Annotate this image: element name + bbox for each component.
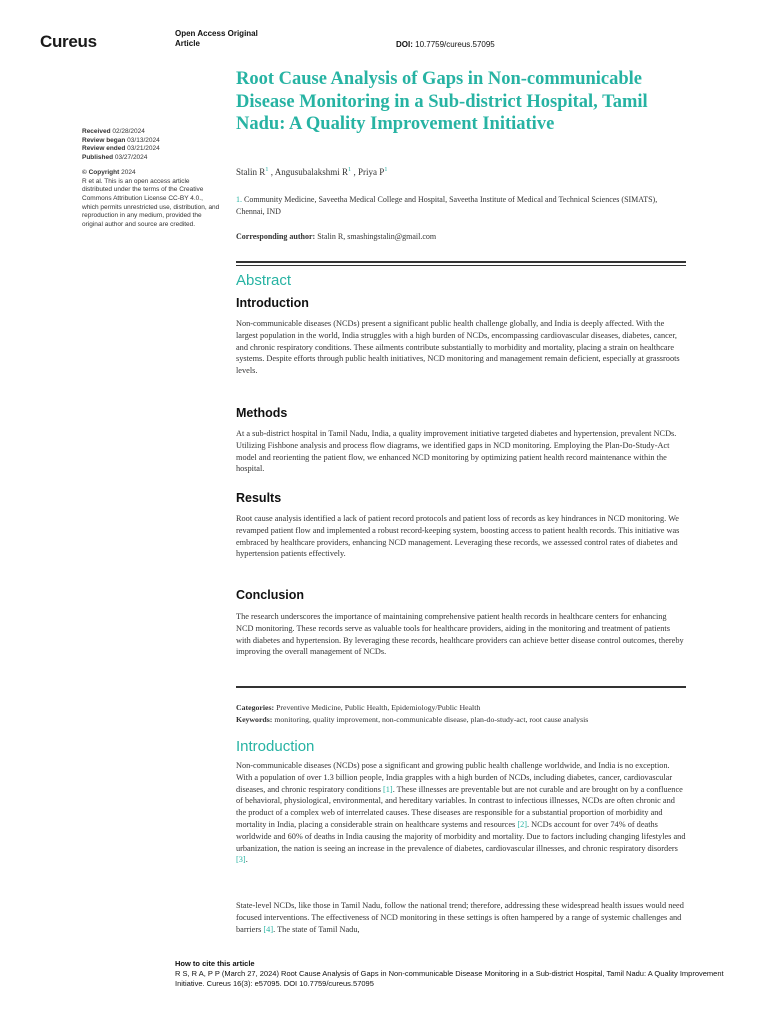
published-date: 03/27/2024 xyxy=(114,154,148,162)
article-type-line1: Open Access Original xyxy=(175,29,258,38)
methods-heading: Methods xyxy=(236,406,288,420)
how-to-cite-heading: How to cite this article xyxy=(175,959,255,968)
results-text: Root cause analysis identified a lack of patient record protocols and patient loss of records as key hindrances in NCD monitoring. We revamped patient flow and implemented a robust record-keeping system, boosting access to patient health records. This initiative was embraced by healthcare providers, enhancing NCD management. Leveraging these records, we assessed control rates of diabetes and hypertension patients effectively. xyxy=(236,514,680,559)
introduction-paragraph-1: Non-communicable diseases (NCDs) pose a significant and growing public health challenge worldwide, and India is no exception. With a population of over 1.3 billion people, India grapples with a high burden of NCDs, including diabetes, cancer, cardiovascular diseases, and chronic respiratory conditions [1]. These illnesses are preventable but are not curable and are brought on by a confluence of behavioral, physiological, environmental, and hereditary variables. In contrast to infectious illnesses, NCDs are often chronic and the product of a complex web of interrelated causes. These diseases are responsible for a substantial proportion of morbidity and mortality in India, placing a considerable strain on healthcare systems and resources [2]. NCDs account for over 74% of deaths worldwide and 60% of deaths in India causing the majority of morbidity and mortality. Due to factors including changing lifestyles and urbanization, the nation is seeing an increase in the prevalence of diabetes, cardiovascular illnesses, and chronic respiratory disorders [3]. xyxy=(236,761,686,865)
how-to-cite-text: R S, R A, P P (March 27, 2024) Root Cause Analysis of Gaps in Non-communicable Disease Monitoring in a Sub-district Hospital, Tamil Nadu: A Quality Improvement Initiative. Cureus 16(3): e57095. DOI 10.7759/cureus.57095 xyxy=(175,969,724,988)
introduction-paragraph-2: State-level NCDs, like those in Tamil Nadu, follow the national trend; therefore, addressing these widespread health issues would need focused interventions. The effectiveness of NCD monitoring in these settings is often hampered by a range of systemic challenges and barriers [4]. The state of Tamil Nadu, xyxy=(236,901,684,934)
corresponding-value[interactable]: Stalin R, smashingstalin@gmail.com xyxy=(317,232,437,241)
categories-label: Categories: xyxy=(236,703,275,712)
author-name[interactable]: Angusubalakshmi R xyxy=(274,167,349,177)
received-label: Received xyxy=(82,128,111,135)
keywords-divider xyxy=(236,686,686,688)
abstract-divider-thin xyxy=(236,265,686,266)
methods-text: At a sub-district hospital in Tamil Nadu, India, a quality improvement initiative targeted diabetes and hypertension, prevalent NCDs. Utilizing Fishbone analysis and process flow diagrams, we identified gaps in NCD monitoring. Employing the Plan-Do-Study-Act model and reorienting the patient flow, we enhanced NCD monitoring by optimizing patient health record maintenance within the hospital. xyxy=(236,429,677,474)
received-date: 02/28/2024 xyxy=(112,128,145,135)
corresponding-author xyxy=(236,232,436,241)
doi[interactable] xyxy=(396,40,495,49)
cureus-logo[interactable]: Cureus xyxy=(40,32,97,51)
affiliation-text: Community Medicine, Saveetha Medical College and Hospital, Saveetha Institute of Medical and Technical Sciences (SIMATS), Chennai, IND xyxy=(236,195,658,216)
review-began-label: Review began xyxy=(82,136,126,144)
introduction-heading: Introduction xyxy=(236,738,315,755)
affiliation-ref[interactable]: 1 xyxy=(384,166,388,173)
corresponding-label: Corresponding author: xyxy=(236,232,316,241)
published-label: Published xyxy=(82,154,114,162)
citation-link[interactable]: [2] xyxy=(517,819,527,829)
review-began-date: 03/13/2024 xyxy=(127,136,160,144)
author-list: Stalin $R^1$ , Angusubalakshmi $R^1$ , Priya $P^1$ xyxy=(236,166,388,177)
keywords xyxy=(236,714,686,726)
review-ended-label: Review ended xyxy=(82,145,126,153)
abstract-introduction-text: Non-communicable diseases (NCDs) present a significant public health challenge globally, and India is deeply affected. With the largest population in the world, India struggles with a high burden of NCDs, encompassing cardiovascular diseases, diabetes, cancer, and chronic respiratory conditions. These ailments contribute substantially to morbidity and mortality, placing a strain on healthcare systems. Despite efforts through public health initiatives, NCD monitoring and management remain deficient, especially at grassroots levels. xyxy=(236,319,680,376)
keywords-label: Keywords: xyxy=(236,715,273,724)
citation-link[interactable]: [4] xyxy=(263,924,274,934)
affiliation-number: 1. xyxy=(236,195,242,204)
keywords-value: monitoring, quality improvement, non-communicable disease, plan-do-study-act, root cause analysis xyxy=(274,715,589,724)
doi-value[interactable]: 10.7759/cureus.57095 xyxy=(415,40,495,49)
article-type-line2: Article xyxy=(175,39,200,48)
copyright-label: © Copyright xyxy=(82,168,120,176)
author-name[interactable]: Priya P xyxy=(358,167,385,177)
abstract-divider-thick xyxy=(236,261,686,263)
categories-value: Preventive Medicine, Public Health, Epidemiology/Public Health xyxy=(276,703,481,712)
conclusion-text: The research underscores the importance of maintaining comprehensive patient health records in healthcare centers for enhancing NCD monitoring. These records serve as valuable tools for healthcare providers, aiding in the monitoring and treatment of patients with diabetes and hypertension. By leveraging these records, healthcare providers can achieve better disease control outcomes, thereby improving the overall management of NCDs. xyxy=(236,612,684,657)
categories-keywords xyxy=(236,702,686,726)
abstract-heading: Abstract xyxy=(236,272,292,289)
article-metadata xyxy=(82,128,220,230)
results-heading: Results xyxy=(236,491,282,505)
article-title: Root Cause Analysis of Gaps in Non-communicable Disease Monitoring in a Sub-district Hospital, Tamil Nadu: A Quality Improvement Initiative xyxy=(236,69,648,134)
doi-label: DOI: xyxy=(396,40,413,49)
review-ended-date: 03/21/2024 xyxy=(127,145,160,153)
author-name[interactable]: Stalin R xyxy=(236,167,266,177)
license-text: R et al. This is an open access article distributed under the terms of the Creative Commons Attribution License CC-BY 4.0., which permits unrestricted use, distribution, and reproduction in any medium, provided the original author and source are credited. xyxy=(82,177,220,229)
affiliation-ref[interactable]: 1 xyxy=(348,166,352,173)
affiliation-ref[interactable]: 1 xyxy=(265,166,269,173)
article-type xyxy=(175,29,258,49)
conclusion-heading: Conclusion xyxy=(236,588,305,602)
citation-link[interactable]: [3] xyxy=(236,855,246,865)
categories xyxy=(236,702,686,714)
copyright-year: 2024 xyxy=(121,168,136,176)
citation-link[interactable]: [1] xyxy=(383,784,393,794)
affiliation xyxy=(236,194,686,217)
abstract-introduction-heading: Introduction xyxy=(236,296,309,310)
